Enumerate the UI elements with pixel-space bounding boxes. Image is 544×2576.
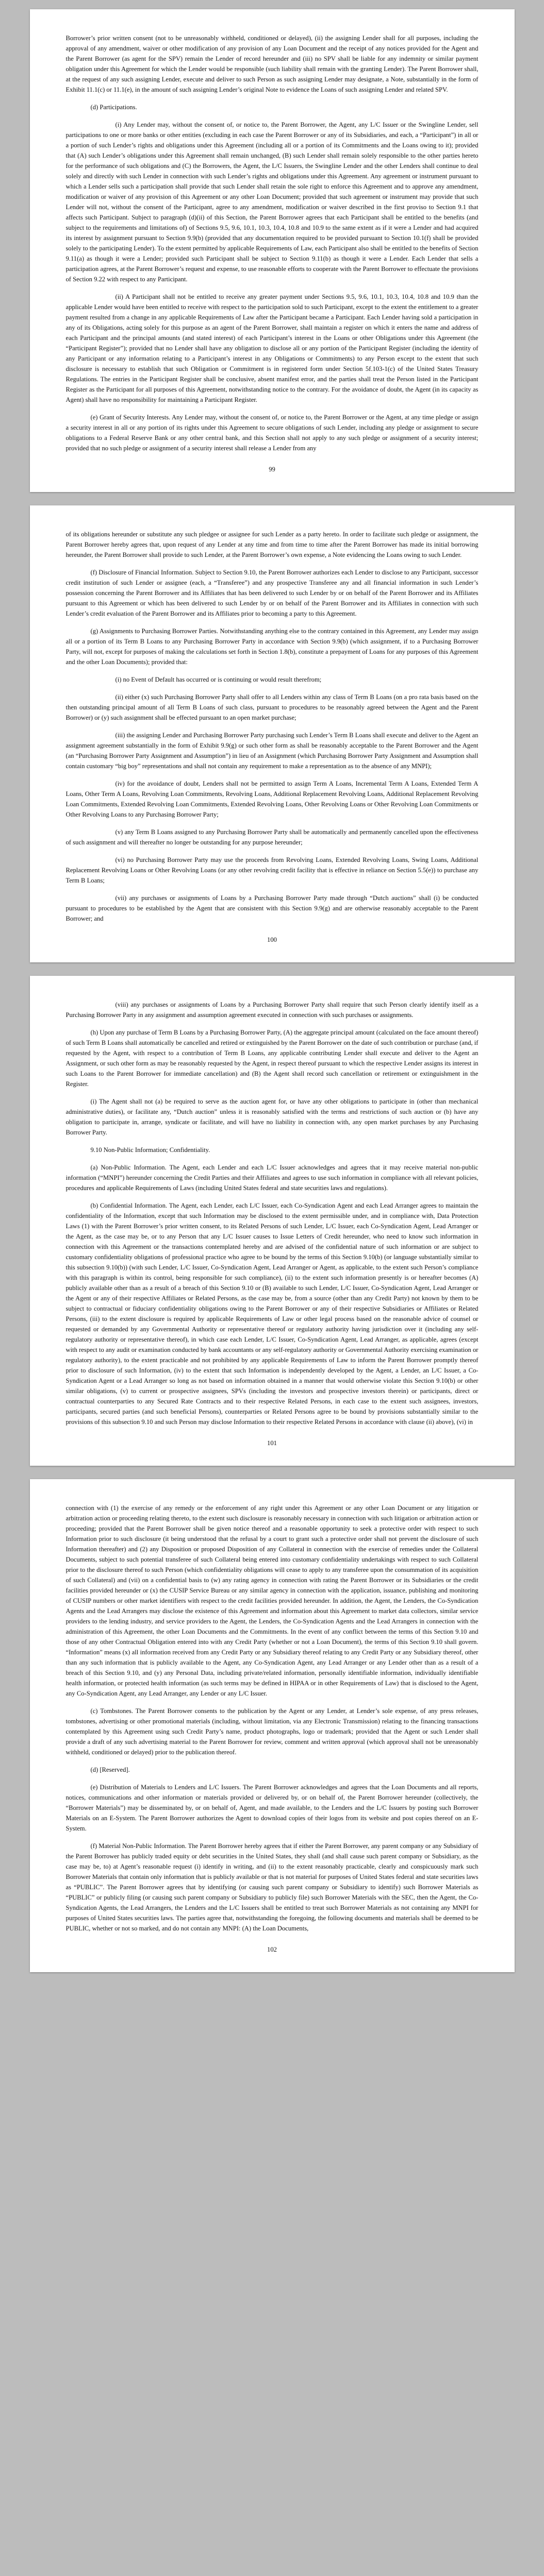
paragraph: (ii) either (x) such Purchasing Borrower Party shall offer to all Lenders within any class of Term B Loans (on a pro rata basis based on the then outstanding principal amount of all Term B Loans of such class, pursuant to procedures to be reasonably agreed between the Agent and the Parent Borrower) or (y) such assignment shall be effected pursuant to an open market purchase; xyxy=(65,693,479,721)
paragraph: (b) Confidential Information. The Agent, each Lender, each L/C Issuer, each Co-Syndication Agent and each Lead Arranger agrees to maintain the confidentiality of the Information, except that such Information may be disclosed to the extent permissible under, and in compliance with, Data Protection Laws (1) with the Parent Borrower’s prior written consent, to its Related Persons of such Lender, L/C Issuer, each Co-Syndication Agent, Lead Arranger or the Agent, as the case may be, or to any Person that any L/C Issuer causes to Issue Letters of Credit hereunder, who need to know such information in connection with this Agreement or the transactions contemplated hereby and are advised of the confidential nature of such information or are subject to customary confidentiality obligations of professional practice who agree to be bound by the terms of this Section 9.10(b) (or language substantially similar to this subsection 9.10(b)) (with such Lender, L/C Issuer, Co-Syndication Agent, Lead Arranger or Agent, as applicable, to the extent such Person’s compliance with this paragraph is within its control, being responsible for such compliance), (ii) to the extent such information presently is or hereafter becomes (A) publicly available other than as a result of a breach of this Section 9.10 or (B) available to such Lender, L/C Issuer, Co-Syndication Agent, Lead Arranger or the Agent or any of their respective Affiliates or Related Persons, as the case may be, from a source (other than any Credit Party) not known by them to be subject to contractual or fiduciary confidentiality obligations owing to the Parent Borrower or any of their respective Subsidiaries or Affiliates or Related Persons, (iii) to the extent disclosure is required by applicable Requirements of Law or other legal process based on the reasonable advice of counsel or requested or demanded by any Governmental Authority or representative thereof or regulatory authority having jurisdiction over it (including any self-regulatory authority or representative thereof), in which case each Lender, L/C Issuer, Co-Syndication Agent, Lead Arranger, as applicable, agrees (except with respect to any audit or examination conducted by bank accountants or any self-regulatory authority or Governmental Authority exercising examination or regulatory authority), to the extent practicable and not prohibited by any applicable Requirements of Law to inform the Parent Borrower promptly thereof prior to disclosure of such Information, (iv) to the extent that such Information is independently developed by the Agent, a Lender, an L/C Issuer, a Co-Syndication Agent or a Lead Arranger so long as not based on information obtained in a manner that would otherwise violate this Section 9.10(b) or other similar obligations, (v) to current or prospective assignees, SPVs (including the investors and prospective investors therein) or participants, direct or contractual counterparties to any Secured Rate Contracts and to their respective Related Persons, in each case to the extent such assignees, investors, participants, secured parties (and such beneficial Persons), counterparties or Related Persons agree to be bound by provisions substantially similar to the provisions of this subsection 9.10 and such Person may disclose Information to their respective Related Persons in accordance with clause (ii) above), (vi) in xyxy=(65,1202,479,1426)
paragraph: (h) Upon any purchase of Term B Loans by a Purchasing Borrower Party, (A) the aggregate principal amount (calculated on the face amount thereof) of such Term B Loans shall automatically be cancelled and retired or extinguished by the Parent Borrower on the date of such contribution or purchase (and, if requested by the Agent, with respect to a contribution of Term B Loans, any applicable contributing Lender shall execute and deliver to the Agent an Assignment, or such other form as may be reasonably requested by the Agent, in respect thereof pursuant to which the respective Lender assigns its interest in such Loans to the Parent Borrower for immediate cancellation) and (B) the Agent shall record such cancellation or retirement or extinguishment in the Register. xyxy=(65,1029,479,1088)
page-number: 101 xyxy=(267,1439,277,1447)
paragraph: (e) Grant of Security Interests. Any Lender may, without the consent of, or notice to, the Parent Borrower or the Agent, at any time pledge or assign a security interest in all or any portion of its rights under this Agreement to secure obligations of such Lender, including any pledge or assignment to secure obligations to a Federal Reserve Bank or any other central bank, and this Section shall not apply to any such pledge or assignment of a security interest; provided that no such pledge or assignment of a security interest shall release a Lender from any xyxy=(65,414,479,452)
paragraph: (viii) any purchases or assignments of Loans by a Purchasing Borrower Party shall require that such Person clearly identify itself as a Purchasing Borrower Party in any assignment and assumption agreement executed in connection with such purchases or assignments. xyxy=(65,1001,479,1019)
paragraph: (i) The Agent shall not (a) be required to serve as the auction agent for, or have any other obligations to participate in (other than mechanical administrative duties), or facilitate any, “Dutch auction” unless it is reasonably satisfied with the terms and restrictions of such auction or (b) have any obligation to participate in, arrange, syndicate or facilitate, and will have no liability in connection with, any open market purchases by any Purchasing Borrower Party. xyxy=(65,1098,479,1136)
section-heading: (d) Participations. xyxy=(90,104,137,111)
page-number: 102 xyxy=(267,1946,277,1953)
paragraph: (iv) for the avoidance of doubt, Lenders shall not be permitted to assign Term A Loans, Incremental Term A Loans, Extended Term A Loans, Other Term A Loans, Revolving Loan Commitments, Revolving Loans, Additional Replacement Revolving Loans, Additional Replacement Revolving Loan Commitments, Extended Revolving Loan Commitments, Extended Revolving Loans, Other Revolving Loans or Other Revolving Loan Commitments or Other Revolving Loans to any Purchasing Borrower Party; xyxy=(65,780,479,818)
paragraph: of its obligations hereunder or substitute any such pledgee or assignee for such Lender as a party hereto. In order to facilitate such pledge or assignment, the Parent Borrower hereby agrees that, upon request of any Lender at any time and from time to time after the Parent Borrower has made its initial borrowing hereunder, the Parent Borrower shall provide to such Lender, at the Parent Borrower’s own expense, a Note evidencing the Loans owing to such Lender. xyxy=(65,531,479,558)
paragraph: (f) Material Non-Public Information. The Parent Borrower hereby agrees that if either the Parent Borrower, any parent company or any Subsidiary of the Parent Borrower has publicly traded equity or debt securities in the United States, they shall (and shall cause such parent company or Subsidiary, as the case may be, to) at Agent’s reasonable request (i) identify in writing, and (ii) to the extent reasonably practicable, clearly and conspicuously mark such Borrower Materials that contain only information that is publicly available or that is not material for purposes of United States federal and state securities laws as “PUBLIC”. The Parent Borrower agrees that by identifying (or causing such parent company or Subsidiary to identify) such Borrower Materials as “PUBLIC” or publicly filing (or causing such parent company or Subsidiary to publicly file) such Borrower Materials with the SEC, then the Agent, the Co-Syndication Agents, the Lead Arrangers, the Lenders and the L/C Issuers shall be entitled to treat such Borrower Materials as not containing any MNPI for purposes of United States securities laws. The parties agree that, notwithstanding the foregoing, the following documents and materials shall be deemed to be PUBLIC, whether or not so marked, and do not contain any MNPI: (A) the Loan Documents, xyxy=(65,1842,479,1932)
paragraph: (i) no Event of Default has occurred or is continuing or would result therefrom; xyxy=(115,676,322,683)
document-page xyxy=(30,505,515,962)
paragraph: (iii) the assigning Lender and Purchasing Borrower Party purchasing such Lender’s Term B Loans shall execute and deliver to the Agent an assignment agreement substantially in the form of Exhibit 9.9(g) or such other form as shall be reasonably acceptable to the Parent Borrower and the Agent (an “Purchasing Borrower Party Assignment and Assumption”) in lieu of an Assignment (which Purchasing Borrower Party Assignment and Assumption shall contain customary “big boy” representations and shall not contain any requirement to make a representation as to the absence of any MNPI); xyxy=(65,732,479,770)
paragraph: (v) any Term B Loans assigned to any Purchasing Borrower Party shall be automatically and permanently cancelled upon the effectiveness of such assignment and will thereafter no longer be outstanding for any purpose hereunder; xyxy=(65,828,479,846)
paragraph: (c) Tombstones. The Parent Borrower consents to the publication by the Agent or any Lender, at Lender’s sole expense, of any press releases, tombstones, advertising or other promotional materials (including, without limitation, via any Electronic Transmission) relating to the financing transactions contemplated by this Agreement using such Credit Party’s name, product photographs, logo or trademark; provided that the Agent or such Lender shall provide a draft of any such advertising material to the Parent Borrower for review, comment and written approval (which approval shall not be unreasonably withheld, conditioned or delayed) prior to the publication thereof. xyxy=(65,1707,479,1756)
paragraph: (f) Disclosure of Financial Information. Subject to Section 9.10, the Parent Borrower authorizes each Lender to disclose to any Participant, successor credit institution of such Lender or assignee (each, a “Transferee”) and any prospective Transferee any and all financial information in such Lender’s possession concerning the Parent Borrower and its Affiliates that has been delivered to such Lender by or on behalf of the Parent Borrower and its Affiliates pursuant to this Agreement or which has been delivered to such Lender by or on behalf of the Parent Borrower and its Affiliates in connection with such Lender’s credit evaluation of the Parent Borrower and its Affiliates prior to becoming a party to this Agreement. xyxy=(65,569,479,617)
paragraph: (e) Distribution of Materials to Lenders and L/C Issuers. The Parent Borrower acknowledges and agrees that the Loan Documents and all reports, notices, communications and other information or materials provided or delivered by, or on behalf of, the Parent Borrower hereunder (collectively, the “Borrower Materials”) may be disseminated by, or on behalf of, Agent, and made available, to the Lenders and the L/C Issuers by posting such Borrower Materials on an E-System. The Parent Borrower authorizes the Agent to download copies of their logos from its website and post copies thereof on an E-System. xyxy=(65,1784,479,1832)
paragraph: (vii) any purchases or assignments of Loans by a Purchasing Borrower Party made through “Dutch auctions” shall (i) be conducted pursuant to procedures to be established by the Agent that are consistent with this Section 9.9(g) and are otherwise reasonably acceptable to the Parent Borrower; and xyxy=(65,894,479,922)
page-number: 99 xyxy=(269,466,275,473)
paragraph: (ii) A Participant shall not be entitled to receive any greater payment under Sections 9.5, 9.6, 10.1, 10.3, 10.4, 10.8 and 10.9 than the applicable Lender would have been entitled to receive with respect to the participation sold to such Participant, except to the extent the entitlement to a greater payment resulted from a change in any applicable Requirements of Law after the Participant became a Participant. Each Lender having sold a participation in any of its Obligations, acting solely for this purpose as an agent of the Parent Borrower, shall maintain a register on which it enters the name and address of each Participant and the principal amounts (and stated interest) of each Participant’s interest in the Loans or other Obligations under this Agreement (the “Participant Register”); provided that no Lender shall have any obligation to disclose all or any portion of the Participant Register (including the identity of any Participant or any information relating to a Participant’s interest in any Obligations or Commitments) to any Person except to the extent that such disclosure is necessary to establish that such Obligation or Commitment is in registered form under Section 5f.103-1(c) of the United States Treasury Regulations. The entries in the Participant Register shall be conclusive, absent manifest error, and the parties shall treat the Person listed in the Participant Register as the Participant for all purposes of this Agreement, notwithstanding notice to the contrary. For the avoidance of doubt, the Agent (in its capacity as Agent) shall have no responsibility for maintaining a Participant Register. xyxy=(65,293,479,403)
paragraph: (d) [Reserved]. xyxy=(90,1766,130,1773)
document-page xyxy=(30,1479,515,1972)
paragraph: (g) Assignments to Purchasing Borrower Parties. Notwithstanding anything else to the contrary contained in this Agreement, any Lender may assign all or a portion of its Term B Loans to any Purchasing Borrower Party in accordance with Section 9.9(b) (which assignment, if to a Purchasing Borrower Party, will not, except for purposes of making the calculations set forth in Section 1.8(b), constitute a prepayment of Loans for any purposes of this Agreement and the other Loan Documents); provided that: xyxy=(65,628,479,666)
paragraph: connection with (1) the exercise of any remedy or the enforcement of any right under this Agreement or any other Loan Document or any litigation or arbitration action or proceeding relating thereto, to the extent such disclosure is reasonably necessary in connection with such litigation or arbitration action or proceeding; provided that the Parent Borrower shall be given notice thereof and a reasonable opportunity to seek a protective order with respect to such Information prior to such disclosure (it being understood that the refusal by a court to grant such a protective order shall not prevent the disclosure of such Information thereafter) and (2) any Disposition or proposed Disposition of any Collateral in connection with the exercise of remedies under the Collateral Documents, subject to such potential transferee of such Collateral being entered into customary confidentiality undertakings with respect to such Collateral prior to the disclosure thereof to such Person (which confidentiality obligations will cease to apply to any transferee upon the consummation of its acquisition of such Collateral) and (vii) on a confidential basis to (w) any rating agency in connection with rating the Parent Borrower or its Subsidiaries or the credit facilities provided hereunder or (x) the CUSIP Service Bureau or any similar agency in connection with the application, issuance, publishing and monitoring of CUSIP numbers or other market identifiers with respect to the credit facilities provided hereunder. In addition, the Agent, the Lenders, the Co-Syndication Agents and the Lead Arrangers may disclose the existence of this Agreement and information about this Agreement to market data collectors, similar service providers to the lending industry, and service providers to the Agent, the Lenders, the Co-Syndication Agents and the Lead Arrangers in connection with the administration of this Agreement, the other Loan Documents and the Commitments. In the event of any conflict between the terms of this Section 9.10 and those of any other Contractual Obligation entered into with any Credit Party (whether or not a Loan Document), the terms of this Section 9.10 shall govern. “Information” means (x) all information received from any Credit Party or any Subsidiary thereof relating to any Credit Party or any Subsidiary thereof, other than any such information that is publicly available to the Agent, any Co-Syndication Agent, any Lead Arranger or any Lender other than as a result of a breach of this Section 9.10, and (y) any Personal Data, including private/related information, personally identifiable information, individually identifiable health information, or protected health information (as such terms may be defined in HIPAA or in other Requirements of Law) that is disclosed to the Agent, any Co-Syndication Agent, any Lead Arranger, any Lender or any L/C Issuer. xyxy=(65,1504,479,1697)
paragraph: (vi) no Purchasing Borrower Party may use the proceeds from Revolving Loans, Extended Revolving Loans, Swing Loans, Additional Replacement Revolving Loans or Other Revolving Loans (or any other revolving credit facility that is effective in reliance on Section 5.5(e)) to purchase any Term B Loans; xyxy=(65,856,479,884)
paragraph: Borrower’s prior written consent (not to be unreasonably withheld, conditioned or delayed), (ii) the assigning Lender shall for all purposes, including the approval of any amendment, waiver or other modification of any provision of any Loan Document and the receipt of any notices provided for the Agent and the Parent Borrower (as agent for the SPV) remain the Lender of record hereunder and (iii) no SPV shall be liable for any indemnity or similar payment obligation under this Agreement for which the Lender would be responsible (such liability shall remain with the granting Lender). The Parent Borrower shall, at the request of any such assigning Lender, execute and deliver to such Person as such assigning Lender may designate, a Note, substantially in the form of Exhibit 11.1(c) or 11.1(e), in the amount of such assigning Lender’s original Note to evidence the Loans of such assigning Lender and related SPV. xyxy=(65,35,479,93)
paragraph: (i) Any Lender may, without the consent of, or notice to, the Parent Borrower, the Agent, any L/C Issuer or the Swingline Lender, sell participations to one or more banks or other entities (excluding in each case the Parent Borrower or any of its Subsidiaries, and each, a “Participant”) in all or a portion of such Lender’s rights and obligations under this Agreement (including all or a portion of its Commitments and the Loans owing to it); provided that (A) such Lender’s obligations under this Agreement shall remain unchanged, (B) such Lender shall remain solely responsible to the other parties hereto for the performance of such obligations and (C) the Borrowers, the Agent, the L/C Issuers, the Swingline Lender and the other Lenders shall continue to deal solely and directly with such Lender in connection with such Lender’s rights and obligations under this Agreement. Any agreement or instrument pursuant to which a Lender sells such a participation shall provide that such Lender shall retain the sole right to enforce this Agreement and to approve any amendment, modification or waiver of any provision of this Agreement or any other Loan Document; provided that such agreement or instrument may provide that such Lender will not, without the consent of the Participant, agree to any amendment, modification or waiver described in the first proviso to Section 9.1 that affects such Participant. Subject to paragraph (d)(ii) of this Section, the Parent Borrower agrees that each Participant shall be entitled to the benefits (and subject to the requirements and limitations of) of Sections 9.5, 9.6, 10.1, 10.3, 10.4, 10.8 and 10.9 to the same extent as if it were a Lender and had acquired its interest by assignment pursuant to Section 9.9(b) (provided that any documentation required to be provided pursuant to Section 10.1(f) shall be provided solely to the participating Lender). To the extent permitted by applicable Requirements of Law, each Participant also shall be entitled to the benefits of Section 9.11(a) as though it were a Lender; provided such Participant shall be subject to Section 9.11(b) as though it were a Lender. Each Lender that sells a participation agrees, at the Parent Borrower’s request and expense, to use reasonable efforts to cooperate with the Parent Borrower to effectuate the provisions of Section 9.22 with respect to any Participant. xyxy=(65,121,479,283)
section-heading: 9.10 Non-Public Information; Confidentiality. xyxy=(90,1146,210,1154)
page-number: 100 xyxy=(267,936,277,943)
document-page xyxy=(30,9,515,492)
paragraph: (a) Non-Public Information. The Agent, each Lender and each L/C Issuer acknowledges and agrees that it may receive material non-public information (“MNPI”) hereunder concerning the Credit Parties and their Affiliates and agrees to use such information in compliance with all relevant policies, procedures and applicable Requirements of Laws (including United States federal and state securities laws and regulations). xyxy=(65,1164,479,1192)
document-page xyxy=(30,976,515,1466)
